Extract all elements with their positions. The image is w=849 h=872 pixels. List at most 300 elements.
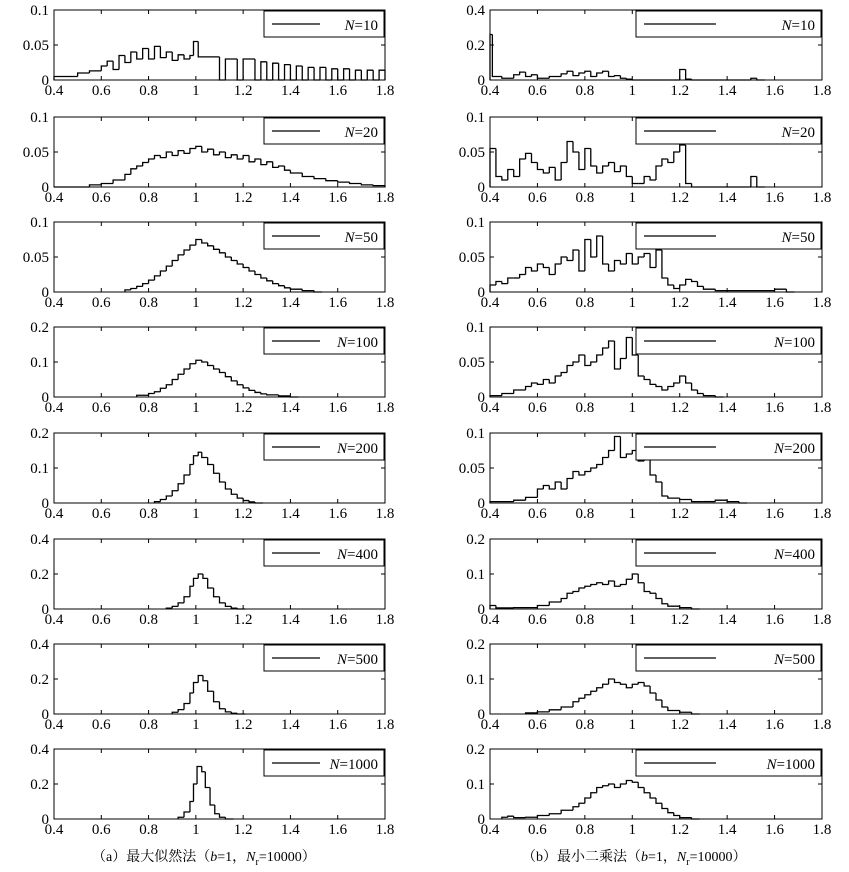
y-tick-label-c2-r8: 0.1 bbox=[466, 777, 485, 793]
caption-right bbox=[522, 846, 747, 868]
x-tick-label-c1-r6: 1.6 bbox=[328, 612, 348, 628]
histogram-bin-c1-r3 bbox=[178, 255, 184, 261]
x-tick-label-c1-r1: 1.8 bbox=[375, 83, 395, 99]
legend-label-c1-r7 bbox=[336, 652, 378, 668]
histogram-bin-c2-r6 bbox=[490, 606, 496, 610]
legend-value-c2-r5: =200 bbox=[784, 441, 815, 457]
histogram-bin-c2-r1 bbox=[573, 71, 579, 75]
histogram-bin-c2-r3 bbox=[644, 254, 650, 258]
histogram-bin-c1-r1 bbox=[107, 61, 113, 66]
histogram-bin-c1-r4 bbox=[166, 385, 172, 389]
x-tick-label-c1-r5: 0.8 bbox=[139, 506, 158, 522]
histogram-bin-c1-r4 bbox=[149, 394, 155, 396]
y-tick-label-c1-r7: 0.2 bbox=[30, 672, 49, 688]
legend-value-c2-r3: =50 bbox=[791, 230, 815, 246]
histogram-bin-c2-r7 bbox=[561, 707, 573, 710]
histogram-bin-c2-r3 bbox=[549, 268, 555, 275]
histogram-bin-c1-r4 bbox=[290, 396, 298, 397]
histogram-bin-c1-r3 bbox=[243, 264, 249, 268]
y-tick-label-c1-r5: 0 bbox=[41, 496, 49, 512]
histogram-bin-c1-r4 bbox=[178, 374, 184, 379]
histogram-bin-c1-r5 bbox=[178, 484, 184, 491]
histogram-bin-c1-r6 bbox=[203, 574, 208, 578]
histogram-bin-c2-r4 bbox=[555, 376, 561, 383]
y-tick-label-c1-r8: 0.2 bbox=[30, 777, 49, 793]
x-tick-label-c2-r5: 0.8 bbox=[575, 506, 595, 522]
x-tick-label-c1-r4: 1 bbox=[192, 400, 200, 416]
x-tick-label-c2-r3: 1.4 bbox=[717, 295, 737, 311]
histogram-bin-c1-r2 bbox=[172, 152, 178, 156]
histogram-bin-c2-r2 bbox=[686, 145, 692, 184]
x-tick-label-c1-r4: 0.6 bbox=[91, 400, 111, 416]
x-tick-label-c2-r5: 1.2 bbox=[670, 506, 690, 522]
histogram-bin-c2-r6 bbox=[638, 574, 644, 583]
histogram-bin-c1-r1 bbox=[326, 67, 332, 80]
x-tick-label-c1-r1: 1.2 bbox=[233, 83, 253, 99]
x-tick-label-c2-r2: 0.8 bbox=[575, 190, 595, 206]
histogram-bin-c1-r3 bbox=[220, 249, 226, 253]
x-tick-label-c1-r6: 1.8 bbox=[375, 612, 395, 628]
histogram-bin-c2-r7 bbox=[680, 711, 692, 713]
legend-label-c2-r3 bbox=[781, 230, 815, 246]
histogram-bin-c2-r7 bbox=[626, 684, 632, 688]
y-tick-label-c2-r2: 0 bbox=[477, 180, 485, 196]
histogram-bin-c2-r8 bbox=[662, 803, 668, 808]
histogram-bin-c2-r4 bbox=[662, 387, 668, 391]
histogram-bin-c2-r6 bbox=[585, 586, 591, 588]
histogram-bin-c2-r2 bbox=[496, 149, 502, 177]
caption-left-nr-value: =10000） bbox=[258, 850, 316, 865]
histogram-bin-c1-r1 bbox=[137, 52, 143, 59]
x-tick-label-c1-r8: 1.4 bbox=[281, 822, 300, 838]
histogram-bin-c2-r5 bbox=[549, 486, 555, 490]
histogram-bin-c2-r1 bbox=[579, 73, 585, 76]
histogram-bin-c2-r3 bbox=[609, 264, 615, 271]
histogram-bin-c1-r4 bbox=[154, 392, 160, 394]
histogram-bin-c1-r2 bbox=[231, 155, 237, 158]
legend-n-c2-r4: N bbox=[774, 335, 785, 351]
x-tick-label-c1-r2: 1.4 bbox=[281, 190, 300, 206]
histogram-bin-c2-r3 bbox=[786, 289, 794, 292]
histogram-bin-c2-r7 bbox=[644, 683, 650, 687]
y-tick-label-c2-r5: 0 bbox=[477, 496, 485, 512]
histogram-bin-c2-r8 bbox=[603, 786, 609, 788]
histogram-bin-c2-r1 bbox=[757, 78, 765, 80]
histogram-bin-c2-r3 bbox=[591, 240, 597, 258]
histogram-bin-c2-r7 bbox=[632, 684, 638, 688]
histogram-bin-c2-r5 bbox=[727, 500, 739, 501]
x-tick-label-c1-r5: 0.4 bbox=[44, 506, 64, 522]
legend-label-c1-r6 bbox=[336, 547, 378, 563]
legend-n-c1-r2: N bbox=[344, 125, 355, 141]
histogram-bin-c2-r4 bbox=[585, 355, 591, 366]
histogram-bin-c2-r1 bbox=[549, 77, 561, 79]
x-tick-label-c1-r5: 1.8 bbox=[375, 506, 395, 522]
histogram-bin-c2-r6 bbox=[609, 581, 615, 585]
histogram-bin-c2-r8 bbox=[626, 781, 632, 785]
histogram-bin-c1-r3 bbox=[160, 271, 166, 276]
histogram-bin-c2-r2 bbox=[561, 163, 567, 181]
histogram-bin-c2-r8 bbox=[615, 784, 621, 788]
histogram-bin-c2-r1 bbox=[620, 76, 626, 79]
x-tick-label-c2-r8: 1 bbox=[628, 822, 637, 838]
y-tick-label-c2-r2: 0.1 bbox=[466, 110, 485, 126]
caption-right-b-value: =1， bbox=[648, 850, 677, 865]
histogram-bin-c1-r8 bbox=[202, 767, 206, 772]
histogram-bin-c1-r1 bbox=[296, 66, 302, 80]
histogram-bin-c1-r1 bbox=[54, 77, 78, 81]
legend-n-c2-r2: N bbox=[781, 125, 792, 141]
histogram-bin-c2-r2 bbox=[520, 159, 526, 177]
histogram-bin-c1-r3 bbox=[190, 245, 196, 250]
histogram-bin-c2-r3 bbox=[496, 282, 502, 286]
y-tick-label-c1-r6: 0.4 bbox=[30, 532, 49, 548]
histogram-bin-c2-r5 bbox=[662, 482, 668, 496]
legend-value-c1-r5: =200 bbox=[347, 441, 378, 457]
histogram-bin-c2-r2 bbox=[526, 153, 532, 159]
histogram-bin-c1-r7 bbox=[184, 704, 190, 710]
histogram-bin-c2-r2 bbox=[549, 167, 555, 173]
histogram-bin-c2-r1 bbox=[626, 78, 632, 79]
histogram-bin-c1-r1 bbox=[344, 69, 350, 80]
panel-c2-r5 bbox=[459, 426, 832, 522]
y-tick-label-c1-r2: 0 bbox=[41, 180, 49, 196]
histogram-bin-c1-r2 bbox=[273, 162, 279, 168]
histogram-bin-c2-r3 bbox=[692, 279, 698, 281]
histogram-bin-c2-r6 bbox=[579, 588, 585, 592]
legend-n-c1-r7: N bbox=[337, 652, 348, 668]
y-tick-label-c2-r3: 0 bbox=[477, 285, 485, 301]
x-tick-label-c1-r2: 1.2 bbox=[233, 190, 253, 206]
histogram-bin-c1-r3 bbox=[184, 250, 190, 255]
histogram-bin-c1-r3 bbox=[314, 291, 322, 292]
x-tick-label-c1-r4: 0.8 bbox=[139, 400, 158, 416]
histogram-bin-c2-r1 bbox=[609, 71, 615, 76]
histogram-bin-c2-r2 bbox=[490, 149, 496, 188]
histogram-bin-c2-r2 bbox=[615, 163, 621, 172]
legend-n-c2-r8: N bbox=[766, 757, 777, 773]
histogram-bin-c2-r2 bbox=[537, 163, 543, 170]
histogram-bin-c2-r6 bbox=[662, 599, 668, 604]
histogram-bin-c1-r7 bbox=[225, 709, 231, 712]
histogram-bin-c2-r6 bbox=[692, 608, 700, 609]
y-tick-label-c2-r5: 0.1 bbox=[466, 426, 485, 442]
histogram-bin-c1-r6 bbox=[214, 588, 220, 597]
x-tick-label-c1-r3: 0.4 bbox=[44, 295, 64, 311]
histogram-bin-c2-r4 bbox=[668, 387, 674, 391]
histogram-bin-c1-r8 bbox=[190, 802, 194, 813]
histogram-bin-c2-r8 bbox=[632, 781, 638, 783]
histogram-bin-c1-r1 bbox=[78, 73, 90, 77]
y-tick-label-c2-r4: 0.1 bbox=[466, 320, 485, 336]
histogram-bin-c2-r6 bbox=[561, 599, 567, 603]
histogram-bin-c1-r6 bbox=[231, 606, 237, 608]
histogram-bin-c2-r4 bbox=[526, 387, 532, 391]
x-tick-label-c1-r1: 0.6 bbox=[91, 83, 111, 99]
y-tick-label-c1-r1: 0.1 bbox=[30, 3, 49, 19]
histogram-bin-c1-r4 bbox=[261, 392, 267, 393]
x-tick-label-c1-r4: 1.2 bbox=[233, 400, 253, 416]
histogram-bin-c1-r3 bbox=[202, 240, 208, 244]
histogram-bin-c2-r8 bbox=[549, 814, 561, 816]
histogram-bin-c2-r1 bbox=[585, 71, 591, 73]
histogram-bin-c1-r5 bbox=[172, 491, 178, 496]
x-tick-label-c1-r8: 1.8 bbox=[375, 822, 395, 838]
histogram-bin-c1-r2 bbox=[261, 159, 267, 165]
x-tick-label-c2-r2: 1.2 bbox=[670, 190, 690, 206]
x-tick-label-c2-r1: 0.4 bbox=[480, 83, 500, 99]
legend-n-c1-r8: N bbox=[329, 757, 340, 773]
histogram-bin-c1-r6 bbox=[237, 608, 245, 609]
histogram-bin-c2-r6 bbox=[549, 602, 561, 606]
histogram-bin-c2-r1 bbox=[561, 74, 567, 77]
x-tick-label-c1-r1: 0.4 bbox=[44, 83, 64, 99]
legend-n-c1-r4: N bbox=[337, 335, 348, 351]
legend-value-c2-r1: =10 bbox=[791, 18, 815, 34]
histogram-bin-c2-r7 bbox=[620, 683, 626, 685]
x-tick-label-c2-r1: 1.4 bbox=[717, 83, 737, 99]
histogram-bin-c1-r2 bbox=[249, 156, 255, 162]
histogram-bin-c1-r3 bbox=[255, 271, 261, 275]
x-tick-label-c2-r8: 0.4 bbox=[480, 822, 500, 838]
x-tick-label-c2-r6: 1.6 bbox=[765, 612, 784, 628]
legend-label-c2-r4 bbox=[773, 335, 815, 351]
histogram-bin-c2-r2 bbox=[585, 149, 591, 170]
histogram-bin-c1-r1 bbox=[149, 49, 155, 60]
histogram-bin-c1-r7 bbox=[178, 710, 184, 713]
x-tick-label-c2-r7: 1.4 bbox=[717, 717, 737, 733]
histogram-bin-c2-r8 bbox=[620, 784, 626, 788]
x-tick-label-c1-r1: 0.8 bbox=[139, 83, 158, 99]
histogram-bin-c1-r1 bbox=[113, 61, 119, 69]
x-tick-label-c2-r4: 1.6 bbox=[765, 400, 784, 416]
y-tick-label-c1-r8: 0 bbox=[41, 812, 49, 828]
histogram-bin-c2-r4 bbox=[549, 380, 555, 384]
histogram-bin-c1-r4 bbox=[208, 362, 214, 366]
histogram-bin-c1-r3 bbox=[267, 278, 273, 281]
histogram-bin-c1-r4 bbox=[249, 388, 255, 390]
histogram-bin-c1-r1 bbox=[314, 67, 320, 80]
x-tick-label-c2-r7: 1 bbox=[628, 717, 637, 733]
histogram-bin-c2-r2 bbox=[543, 170, 549, 174]
histogram-bin-c1-r3 bbox=[225, 253, 231, 257]
legend-value-c1-r8: =1000 bbox=[339, 757, 378, 773]
histogram-bin-c2-r3 bbox=[615, 261, 621, 272]
histogram-bin-c2-r3 bbox=[656, 250, 662, 268]
histogram-bin-c2-r8 bbox=[680, 816, 692, 818]
histogram-bin-c1-r1 bbox=[361, 70, 367, 80]
histogram-bin-c1-r6 bbox=[184, 597, 190, 603]
x-tick-label-c1-r3: 1 bbox=[192, 295, 200, 311]
histogram-bin-c1-r5 bbox=[214, 465, 220, 474]
x-tick-label-c1-r6: 0.6 bbox=[91, 612, 111, 628]
histogram-bin-c2-r6 bbox=[591, 585, 597, 587]
histogram-bin-c2-r6 bbox=[615, 581, 621, 586]
x-tick-label-c2-r5: 1 bbox=[628, 506, 637, 522]
histogram-bin-c1-r2 bbox=[243, 156, 249, 160]
x-tick-label-c2-r2: 1 bbox=[628, 190, 637, 206]
legend-label-c2-r8 bbox=[766, 757, 815, 773]
histogram-bin-c2-r5 bbox=[609, 451, 615, 458]
y-tick-label-c1-r5: 0.2 bbox=[30, 426, 49, 442]
histogram-bin-c2-r2 bbox=[555, 167, 561, 180]
histogram-bin-c1-r1 bbox=[308, 67, 314, 80]
x-tick-label-c2-r4: 1.2 bbox=[670, 400, 690, 416]
histogram-bin-c1-r3 bbox=[154, 276, 160, 280]
histogram-bin-c2-r5 bbox=[579, 472, 585, 476]
histogram-bin-c2-r1 bbox=[591, 71, 597, 76]
histogram-bin-c2-r3 bbox=[555, 264, 561, 275]
histogram-bin-c1-r2 bbox=[137, 166, 143, 169]
histogram-bin-c2-r7 bbox=[597, 688, 603, 692]
legend-value-c1-r2: =20 bbox=[354, 125, 378, 141]
histogram-bin-c2-r3 bbox=[703, 286, 715, 289]
x-tick-label-c1-r8: 0.6 bbox=[91, 822, 111, 838]
histogram-bin-c2-r2 bbox=[532, 153, 538, 162]
histogram-bin-c2-r6 bbox=[620, 585, 626, 587]
histogram-bin-c1-r2 bbox=[208, 149, 214, 152]
histogram-bin-c1-r2 bbox=[326, 179, 338, 181]
legend-value-c2-r7: =500 bbox=[784, 652, 815, 668]
histogram-bin-c2-r2 bbox=[662, 159, 668, 166]
histogram-bin-c1-r8 bbox=[184, 812, 190, 817]
x-tick-label-c2-r1: 0.6 bbox=[528, 83, 547, 99]
histogram-bin-c2-r1 bbox=[532, 75, 538, 77]
y-tick-label-c2-r8: 0.2 bbox=[466, 742, 485, 758]
histogram-bin-c2-r8 bbox=[692, 818, 700, 819]
histogram-bin-c1-r7 bbox=[190, 693, 194, 704]
histogram-bin-c2-r5 bbox=[543, 486, 549, 490]
histogram-bin-c2-r6 bbox=[650, 592, 656, 594]
legend-n-c1-r6: N bbox=[337, 547, 348, 563]
x-tick-label-c2-r6: 0.4 bbox=[480, 612, 500, 628]
histogram-bin-c2-r3 bbox=[532, 268, 538, 272]
histogram-bin-c1-r1 bbox=[119, 56, 125, 70]
histogram-bin-c2-r8 bbox=[668, 809, 674, 813]
y-tick-label-c2-r7: 0.1 bbox=[466, 672, 485, 688]
x-tick-label-c1-r7: 1.4 bbox=[281, 717, 300, 733]
x-tick-label-c2-r1: 1.2 bbox=[670, 83, 690, 99]
x-tick-label-c2-r3: 1 bbox=[628, 295, 637, 311]
histogram-bin-c1-r8 bbox=[210, 788, 215, 806]
panel-c1-r4 bbox=[30, 320, 394, 416]
histogram-bin-c1-r1 bbox=[332, 69, 338, 80]
histogram-bin-c2-r4 bbox=[597, 355, 603, 362]
legend-value-c2-r8: =1000 bbox=[776, 757, 815, 773]
histogram-bin-c1-r2 bbox=[113, 180, 125, 184]
histogram-bin-c2-r5 bbox=[739, 502, 747, 503]
histogram-bin-c1-r2 bbox=[101, 184, 113, 185]
x-tick-label-c1-r2: 0.6 bbox=[91, 190, 111, 206]
histogram-bin-c2-r4 bbox=[543, 380, 549, 385]
y-tick-label-c2-r1: 0 bbox=[477, 73, 485, 89]
y-tick-label-c1-r7: 0.4 bbox=[30, 637, 49, 653]
histogram-bin-c2-r5 bbox=[567, 479, 573, 490]
histogram-bin-c1-r2 bbox=[302, 173, 314, 177]
histogram-bin-c2-r2 bbox=[692, 184, 751, 188]
histogram-bin-c1-r4 bbox=[279, 395, 291, 396]
legend-n-c2-r7: N bbox=[774, 652, 785, 668]
y-tick-label-c1-r2: 0.1 bbox=[30, 110, 49, 126]
caption-right-prefix: （b）最小二乘法（ bbox=[522, 850, 641, 865]
histogram-bin-c2-r4 bbox=[615, 341, 621, 369]
histogram-bin-c1-r5 bbox=[255, 502, 263, 503]
caption-right-nr: N bbox=[676, 850, 687, 865]
histogram-bin-c2-r3 bbox=[603, 236, 609, 264]
histogram-bin-c2-r4 bbox=[591, 362, 597, 366]
x-tick-label-c2-r3: 1.6 bbox=[765, 295, 784, 311]
x-tick-label-c1-r8: 1 bbox=[192, 822, 200, 838]
x-tick-label-c2-r6: 1.4 bbox=[717, 612, 737, 628]
histogram-bin-c2-r4 bbox=[561, 373, 567, 377]
panel-c1-r1 bbox=[23, 3, 395, 99]
legend-label-c2-r1 bbox=[781, 18, 815, 34]
legend-n-c1-r1: N bbox=[344, 18, 355, 34]
x-tick-label-c2-r1: 1 bbox=[628, 83, 637, 99]
histogram-bin-c1-r4 bbox=[196, 360, 202, 364]
x-tick-label-c1-r1: 1 bbox=[192, 83, 200, 99]
histogram-bin-c1-r2 bbox=[290, 170, 302, 173]
legend-label-c1-r2 bbox=[344, 125, 378, 141]
histogram-bin-c2-r3 bbox=[662, 250, 668, 278]
histogram-bin-c2-r6 bbox=[597, 583, 603, 585]
histogram-bin-c1-r1 bbox=[193, 42, 198, 56]
histogram-bin-c2-r7 bbox=[585, 695, 591, 699]
histogram-bin-c2-r4 bbox=[644, 376, 650, 380]
x-tick-label-c1-r2: 0.4 bbox=[44, 190, 64, 206]
legend-label-c1-r1 bbox=[344, 18, 378, 34]
histogram-bin-c1-r5 bbox=[160, 500, 166, 502]
histogram-bin-c1-r5 bbox=[208, 458, 214, 465]
histogram-bin-c2-r5 bbox=[626, 454, 632, 458]
histogram-bin-c2-r4 bbox=[638, 355, 644, 376]
caption-right-nr-sub: r bbox=[686, 856, 690, 868]
histogram-bin-c2-r5 bbox=[555, 482, 561, 489]
histogram-bin-c2-r1 bbox=[692, 79, 751, 80]
histogram-bin-c1-r4 bbox=[225, 373, 231, 377]
histogram-bin-c1-r3 bbox=[273, 281, 279, 284]
legend-value-c2-r4: =100 bbox=[784, 335, 815, 351]
x-tick-label-c1-r8: 1.2 bbox=[233, 822, 253, 838]
histogram-bin-c1-r1 bbox=[101, 66, 107, 71]
histogram-bin-c1-r3 bbox=[279, 284, 285, 286]
histogram-bin-c2-r5 bbox=[585, 472, 591, 476]
histogram-bin-c1-r2 bbox=[160, 156, 166, 158]
x-tick-label-c2-r1: 1.6 bbox=[765, 83, 784, 99]
legend-label-c2-r2 bbox=[781, 125, 815, 141]
histogram-bin-c2-r1 bbox=[567, 71, 573, 74]
histogram-bin-c1-r5 bbox=[249, 501, 255, 502]
histogram-bin-c2-r2 bbox=[508, 170, 514, 181]
histogram-bin-c2-r2 bbox=[668, 159, 674, 163]
panel-c2-r3 bbox=[459, 215, 832, 311]
histogram-bin-c2-r7 bbox=[662, 700, 668, 707]
x-tick-label-c1-r5: 1.2 bbox=[233, 506, 253, 522]
histogram-bin-c2-r1 bbox=[492, 35, 501, 77]
x-tick-label-c2-r5: 1.4 bbox=[717, 506, 737, 522]
histogram-bin-c2-r2 bbox=[514, 170, 520, 177]
histogram-bin-c1-r3 bbox=[196, 240, 202, 246]
histogram-bin-c2-r8 bbox=[508, 816, 514, 817]
x-tick-label-c1-r7: 1.6 bbox=[328, 717, 348, 733]
x-tick-label-c2-r3: 1.8 bbox=[812, 295, 832, 311]
histogram-bin-c1-r6 bbox=[220, 597, 226, 603]
y-tick-label-c1-r7: 0 bbox=[41, 707, 49, 723]
histogram-bin-c2-r6 bbox=[567, 593, 573, 598]
x-tick-label-c1-r2: 1.8 bbox=[375, 190, 395, 206]
x-tick-label-c2-r3: 0.6 bbox=[528, 295, 547, 311]
histogram-bin-c2-r4 bbox=[703, 394, 715, 396]
